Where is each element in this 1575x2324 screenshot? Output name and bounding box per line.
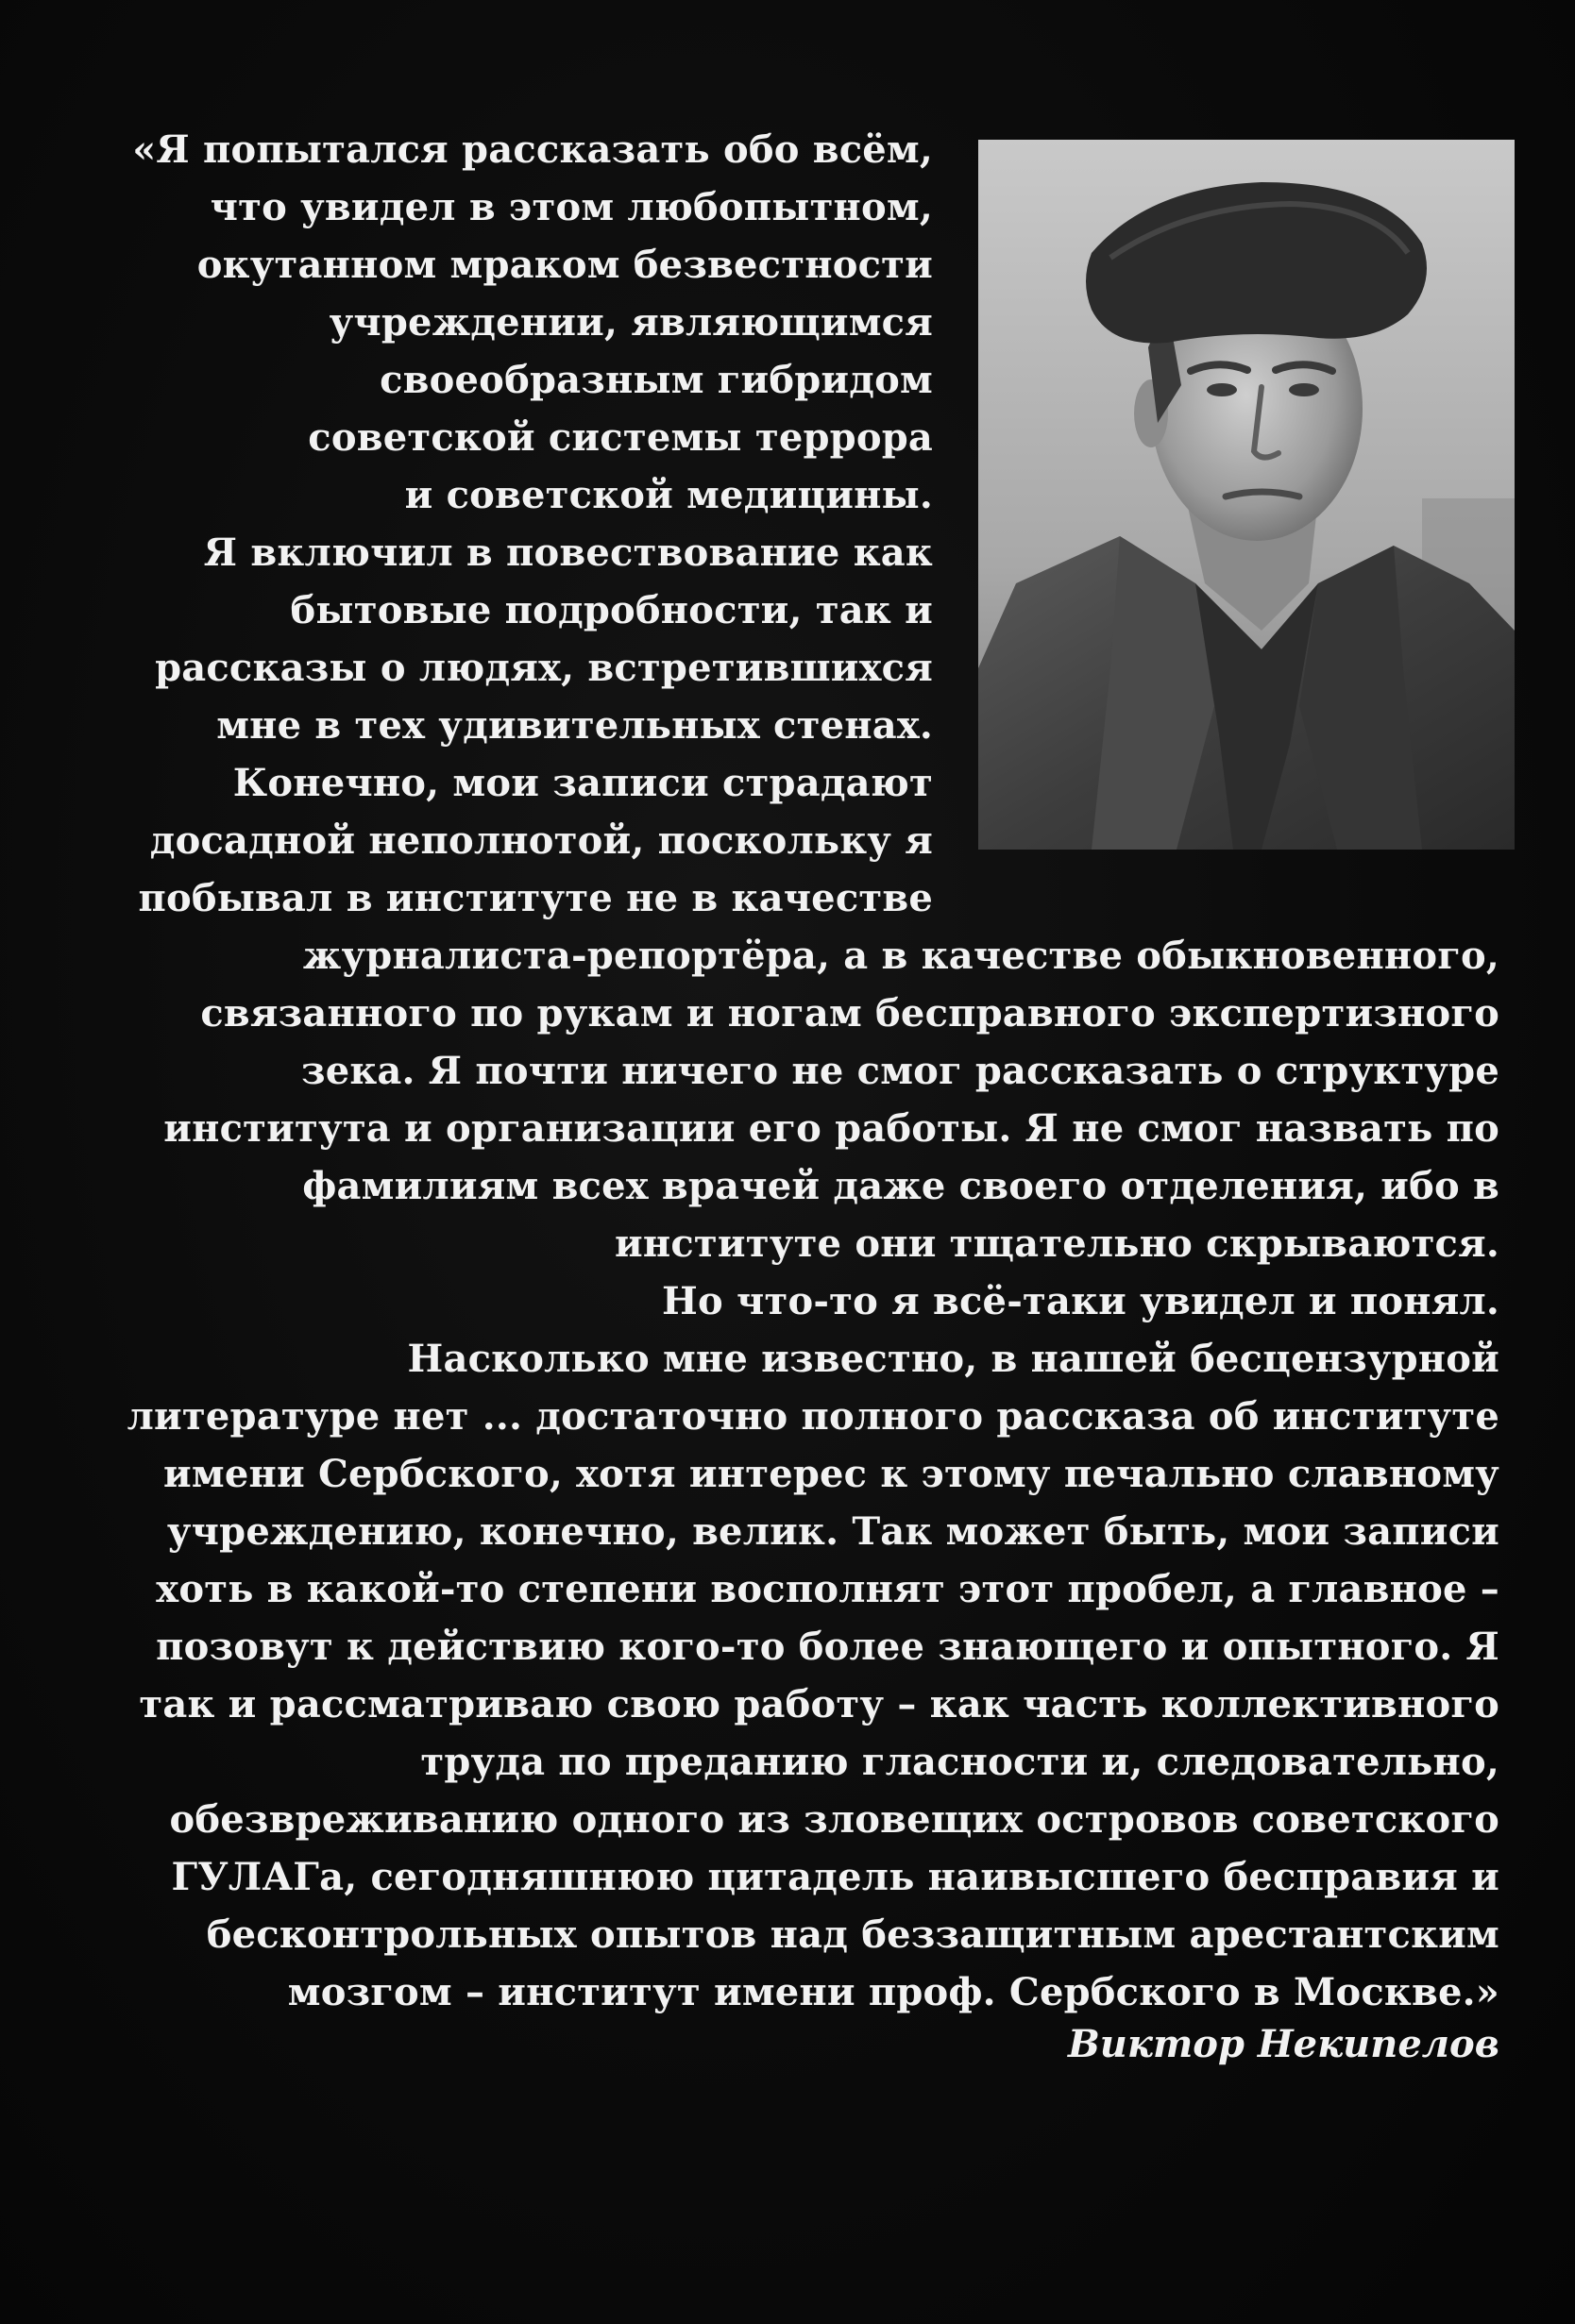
quote-line: мне в тех удивительных стенах. bbox=[216, 703, 933, 748]
quote-line: позовут к действию кого-то более знающего и опытного. Я bbox=[156, 1625, 1499, 1669]
quote-line: имени Сербского, хотя интерес к этому печально славному bbox=[163, 1452, 1499, 1496]
quote-line: так и рассматриваю свою работу – как часть коллективного bbox=[139, 1682, 1499, 1726]
quote-line: ГУЛАГа, сегодняшнюю цитадель наивысшего бесправия и bbox=[171, 1855, 1499, 1899]
quote-line: Конечно, мои записи страдают bbox=[232, 761, 933, 805]
quote-line: журналиста-репортёра, а в качестве обыкновенного, bbox=[302, 934, 1499, 978]
quote-line: что увидел в этом любопытном, bbox=[210, 185, 933, 229]
quote-line: институте они тщательно скрываются. bbox=[615, 1221, 1499, 1266]
quote-line: учреждению, конечно, велик. Так может быть, мои записи bbox=[166, 1509, 1499, 1554]
author-portrait-photo bbox=[978, 140, 1515, 850]
quote-line: и советской медицины. bbox=[404, 473, 933, 517]
quote-line: побывал в институте не в качестве bbox=[138, 876, 933, 920]
quote-line: Но что-то я всё-таки увидел и понял. bbox=[661, 1279, 1499, 1323]
quote-line: учреждении, являющимся bbox=[329, 300, 933, 345]
quote-line: хоть в какой-то степени восполнят этот пробел, а главное – bbox=[156, 1567, 1499, 1611]
quote-line: Я включил в повествование как bbox=[203, 530, 933, 575]
quote-line: Насколько мне известно, в нашей бесцензурной bbox=[407, 1337, 1499, 1381]
quote-line: своеобразным гибридом bbox=[380, 358, 933, 402]
author-portrait-image bbox=[978, 140, 1515, 850]
quote-line: зека. Я почти ничего не смог рассказать о структуре bbox=[300, 1049, 1499, 1093]
quote-line: литературе нет ... достаточно полного рассказа об институте bbox=[127, 1394, 1499, 1439]
author-signature: Виктор Некипелов bbox=[1067, 2022, 1499, 2066]
quote-line: «Я попытался рассказать обо всём, bbox=[132, 127, 933, 172]
quote-line: обезвреживанию одного из зловещих островов советского bbox=[169, 1797, 1499, 1842]
quote-line: связанного по рукам и ногам бесправного экспертизного bbox=[200, 991, 1499, 1036]
quote-line: фамилиям всех врачей даже своего отделения, ибо в bbox=[302, 1164, 1499, 1208]
quote-line: мозгом – институт имени проф. Сербского в Москве.» bbox=[287, 1970, 1499, 2014]
quote-line: досадной неполнотой, поскольку я bbox=[149, 818, 933, 863]
quote-line: бесконтрольных опытов над беззащитным арестантским bbox=[206, 1912, 1499, 1957]
quote-line: окутанном мраком безвестности bbox=[196, 243, 933, 287]
quote-line: рассказы о людях, встретившихся bbox=[155, 646, 933, 690]
quote-line: института и организации его работы. Я не смог назвать по bbox=[163, 1106, 1499, 1151]
quote-line: бытовые подробности, так и bbox=[290, 588, 933, 632]
quote-line: труда по преданию гласности и, следовательно, bbox=[420, 1740, 1499, 1784]
quote-line: советской системы террора bbox=[308, 415, 933, 460]
